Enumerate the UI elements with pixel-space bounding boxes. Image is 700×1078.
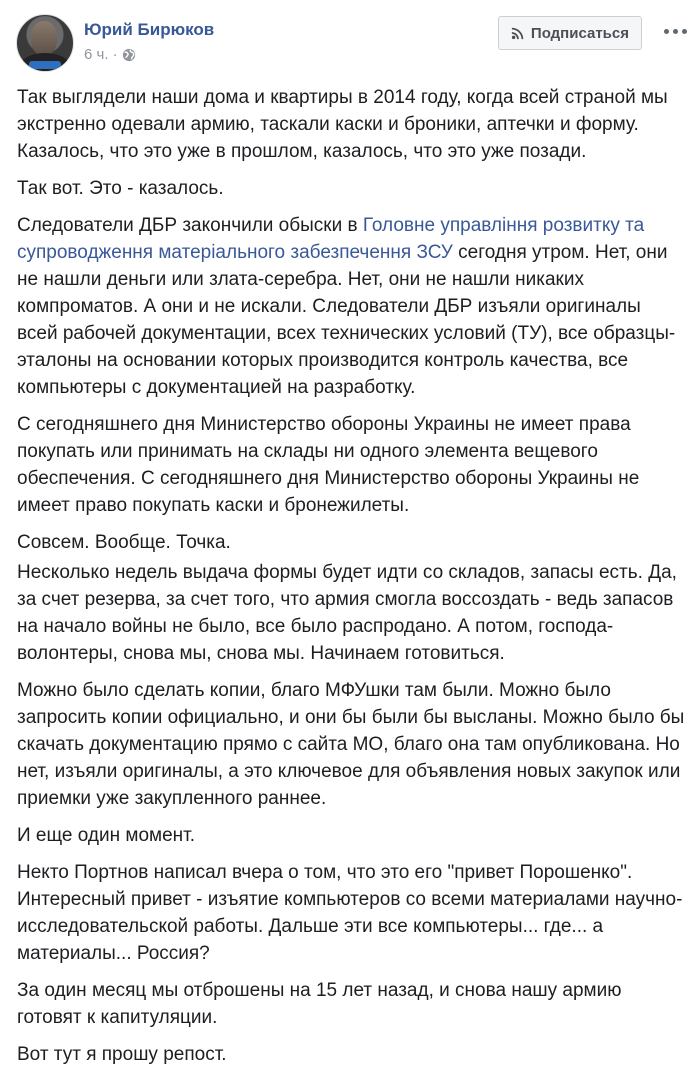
globe-icon[interactable] bbox=[122, 48, 136, 62]
avatar-badge bbox=[29, 61, 61, 69]
post-paragraph-3 bbox=[17, 212, 685, 401]
rss-icon bbox=[511, 26, 525, 40]
page-link[interactable]: Головне управління розвитку та супроводження матеріального забезпечення ЗСУ bbox=[17, 215, 645, 263]
author-name[interactable]: Юрий Бирюков bbox=[84, 20, 215, 39]
follow-button[interactable] bbox=[498, 16, 642, 50]
post-paragraph-2: Так вот. Это - казалось. bbox=[17, 178, 224, 199]
post-body bbox=[17, 84, 685, 1078]
follow-button-label: Подписаться bbox=[530, 24, 629, 42]
post-paragraph-9: Некто Портнов написал вчера о том, что это его "привет Порошенко". Интересный привет - изъятие компьютеров со всеми материалами научно-исследовательской работы. Дальше эти все компьютеры... где... а материалы... Россия? bbox=[17, 862, 683, 964]
paragraph-3-before: Следователи ДБР закончили обыски в bbox=[17, 215, 363, 236]
post-paragraph-1: Так выглядели наши дома и квартиры в 2014 году, когда всей страной мы экстренно одевали армию, таскали каски и броники, аптечки и форму. Казалось, что это уже в прошлом, казалось, что это уже позади. bbox=[17, 87, 668, 162]
paragraph-3-after: сегодня утром. Нет, они не нашли деньги или злата-серебра. Нет, они не нашли никаких компроматов. А они и не искали. Следователи ДБР изъяли оригиналы всей рабочей документации, всех технических условий (ТУ), все образцы-эталоны на основании которых производится контроль качества, все компьютеры с документацией на разработку. bbox=[17, 242, 676, 398]
post-paragraph-4: С сегодняшнего дня Министерство обороны Украины не имеет права покупать или принимать на склады ни одного элемента вещевого обеспечения. С сегодняшнего дня Министерство обороны Украины не имеет право покупать каски и бронежилеты. bbox=[17, 414, 640, 516]
post-paragraph-7: Можно было сделать копии, благо МФУшки там были. Можно было запросить копии официально, и они бы были бы высланы. Можно было бы скачать документацию прямо с сайта МО, благо она там опубликована. Но нет, изъяли оригиналы, а это ключевое для объявления новых закупок или приемки уже закупленного раннее. bbox=[17, 680, 685, 809]
post-paragraph-6: Несколько недель выдача формы будет идти со складов, запасы есть. Да, за счет резерва, за счет того, что армия смогла воссоздать - ведь запасов на начало войны не было, все было распродано. А потом, господа-волонтеры, снова мы, снова мы. Начинаем готовиться. bbox=[17, 562, 677, 664]
post-header bbox=[16, 14, 690, 74]
post-paragraph-11: Вот тут я прошу репост. bbox=[17, 1044, 227, 1065]
post-time[interactable]: 6 ч. · bbox=[84, 46, 118, 63]
more-horizontal-icon[interactable] bbox=[660, 24, 690, 38]
avatar[interactable] bbox=[16, 14, 74, 72]
avatar-face bbox=[31, 21, 57, 55]
post-paragraph-5: Совсем. Вообще. Точка. bbox=[17, 532, 231, 553]
post-paragraph-8: И еще один момент. bbox=[17, 825, 196, 846]
post-paragraph-10: За один месяц мы отброшены на 15 лет назад, и снова нашу армию готовят к капитуляции. bbox=[17, 980, 622, 1028]
post-meta bbox=[84, 46, 136, 63]
